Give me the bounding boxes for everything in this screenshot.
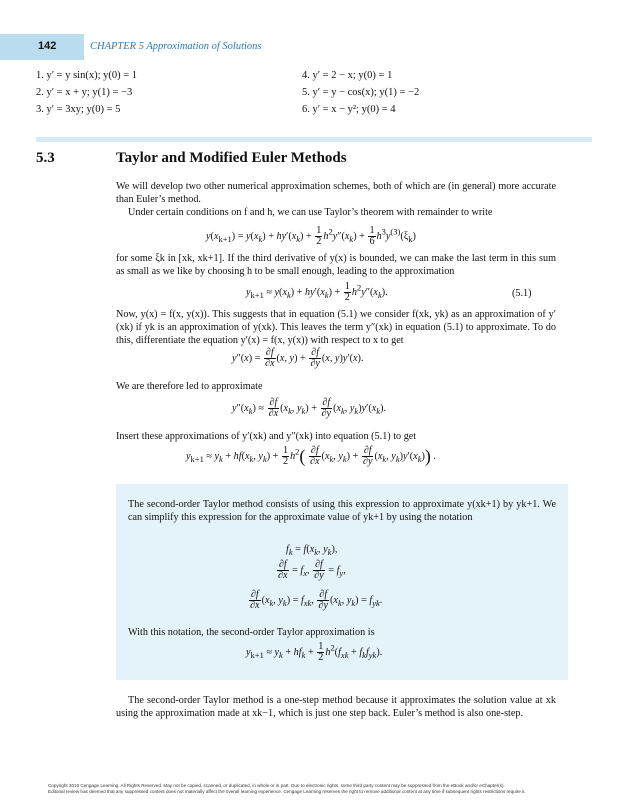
- second-derivative-equation: y″(x) = $\frac{\partial f}{\partial x}$ (x, y) + $\frac{\partial f}{\partial y}$ (x, y)y′(x).: [232, 347, 364, 369]
- exercise-item: 3. y′ = 3xy; y(0) = 5: [36, 104, 121, 115]
- approximation-equation: $y''(x_k)$ ≈ $\frac{\partial f}{\partial x}$ ($x_k$, $y_k$) + $\frac{\partial f}{\partial y}$ ($x_k$, $y_k)y'(x_k)$.: [232, 397, 387, 419]
- box-paragraph: The second-order Taylor method consists of using this expression to approximate y(xk+1) by yk+1. We can simplify this expression for the approximate value of yk+1 by using the notation: [128, 499, 556, 523]
- paragraph: We are therefore led to approximate: [116, 381, 263, 392]
- notation-partials-k: $\frac{\partial f}{\partial x}$ ($x_k$, $y_k) = f_{xk}$, $\frac{\partial f}{\partial y}$ ($x_k$, $y_k) = f_{yk}$.: [250, 589, 383, 611]
- page-number: 142: [38, 40, 57, 52]
- exercise-item: 4. y′ = 2 − x; y(0) = 1: [302, 70, 393, 81]
- section-divider: [36, 137, 592, 142]
- footer-line: Editorial review has deemed that any suppressed content does not materially affect the overall learning experience. Cengage Learning reserves the right to remove additional content at any time if subsequent rights restrictions require it.: [48, 789, 526, 794]
- taylor-approximation: $y_{k+1} \approx y_k + hf_k$ + $\frac{1}{2}$ $h^2(f_{xk} + f_kf_{yk})$.: [246, 641, 383, 663]
- definition-box: [116, 484, 568, 680]
- section-title: Taylor and Modified Euler Methods: [116, 150, 347, 166]
- paragraph: Under certain conditions on f and h, we can use Taylor’s theorem with remainder to write: [128, 207, 493, 218]
- paragraph: Now, y(x) = f(x, y(x)). This suggests that in equation (5.1) we consider f(xk, yk) as an approximation of y′(xk) if yk is an approximation of y(xk). This leaves the term y″(xk) in equation (5.1) to approximate. To do this, differentiate the equation y′(x) = f(x, y(x)) with respect to x to get: [116, 309, 556, 346]
- paragraph: We will develop two other numerical approximation schemes, both of which are (in general) more accurate than Euler’s method.: [116, 181, 556, 205]
- exercise-item: 1. y′ = y sin(x); y(0) = 1: [36, 70, 138, 81]
- equation-label: (5.1): [512, 288, 532, 299]
- section-number: 5.3: [36, 150, 55, 166]
- exercise-item: 5. y′ = y − cos(x); y(1) = −2: [302, 87, 420, 98]
- footer-line: Copyright 2010 Cengage Learning. All Rights Reserved. May not be copied, scanned, or duplicated, in whole or in part. Due to electronic rights, some third party content may be suppressed from the eBook and/or eChapter(s).: [48, 783, 505, 788]
- notation-partials: $\frac{\partial f}{\partial x}$ = $f_x$, $\frac{\partial f}{\partial y}$ = $f_y$,: [278, 559, 346, 581]
- closing-paragraph: The second-order Taylor method is a one-step method because it approximates the solution value at xk using the approximation made at xk−1, which is just one step back. Euler’s method is also one-step.: [116, 695, 556, 719]
- exercise-item: 2. y′ = x + y; y(1) = −3: [36, 87, 133, 98]
- paragraph: for some ξk in [xk, xk+1]. If the third derivative of y(x) is bounded, we can make the last term in this sum as small as we like by choosing h to be small enough, leading to the approximation: [116, 253, 556, 277]
- chapter-title: CHAPTER 5 Approximation of Solutions: [90, 41, 262, 52]
- second-order-equation: $y_{k+1} \approx y_k + hf(x_k$, $y_k$) + $\frac{1}{2}$ $h^2$( $\frac{\partial f}{\partial x}$ ($x_k$, $y_k$) + $\frac{\partial f}{\partial y}$ ($x_k$, $y_k)y'(x_k)$) .: [186, 445, 436, 467]
- taylor-remainder-equation: $y(x_{k+1}) = y(x_k) + hy'(x_k)$ + $\frac{1}{2}$ $h^2y''(x_k)$ + $\frac{1}{6}$ $h^3y^{(3)}(\xi_k)$: [206, 225, 416, 247]
- box-paragraph: With this notation, the second-order Taylor approximation is: [128, 627, 375, 638]
- paragraph: Insert these approximations of y′(xk) and y″(xk) into equation (5.1) to get: [116, 431, 417, 442]
- equation-5-1: $y_{k+1} \approx y(x_k) + hy'(x_k)$ + $\frac{1}{2}$ $h^2y''(x_k)$.: [246, 281, 388, 303]
- notation-f: $f_k = f(x_k$, $y_k$),: [286, 544, 338, 558]
- copyright-footer: [48, 783, 588, 795]
- exercise-item: 6. y′ = x − y²; y(0) = 4: [302, 104, 396, 115]
